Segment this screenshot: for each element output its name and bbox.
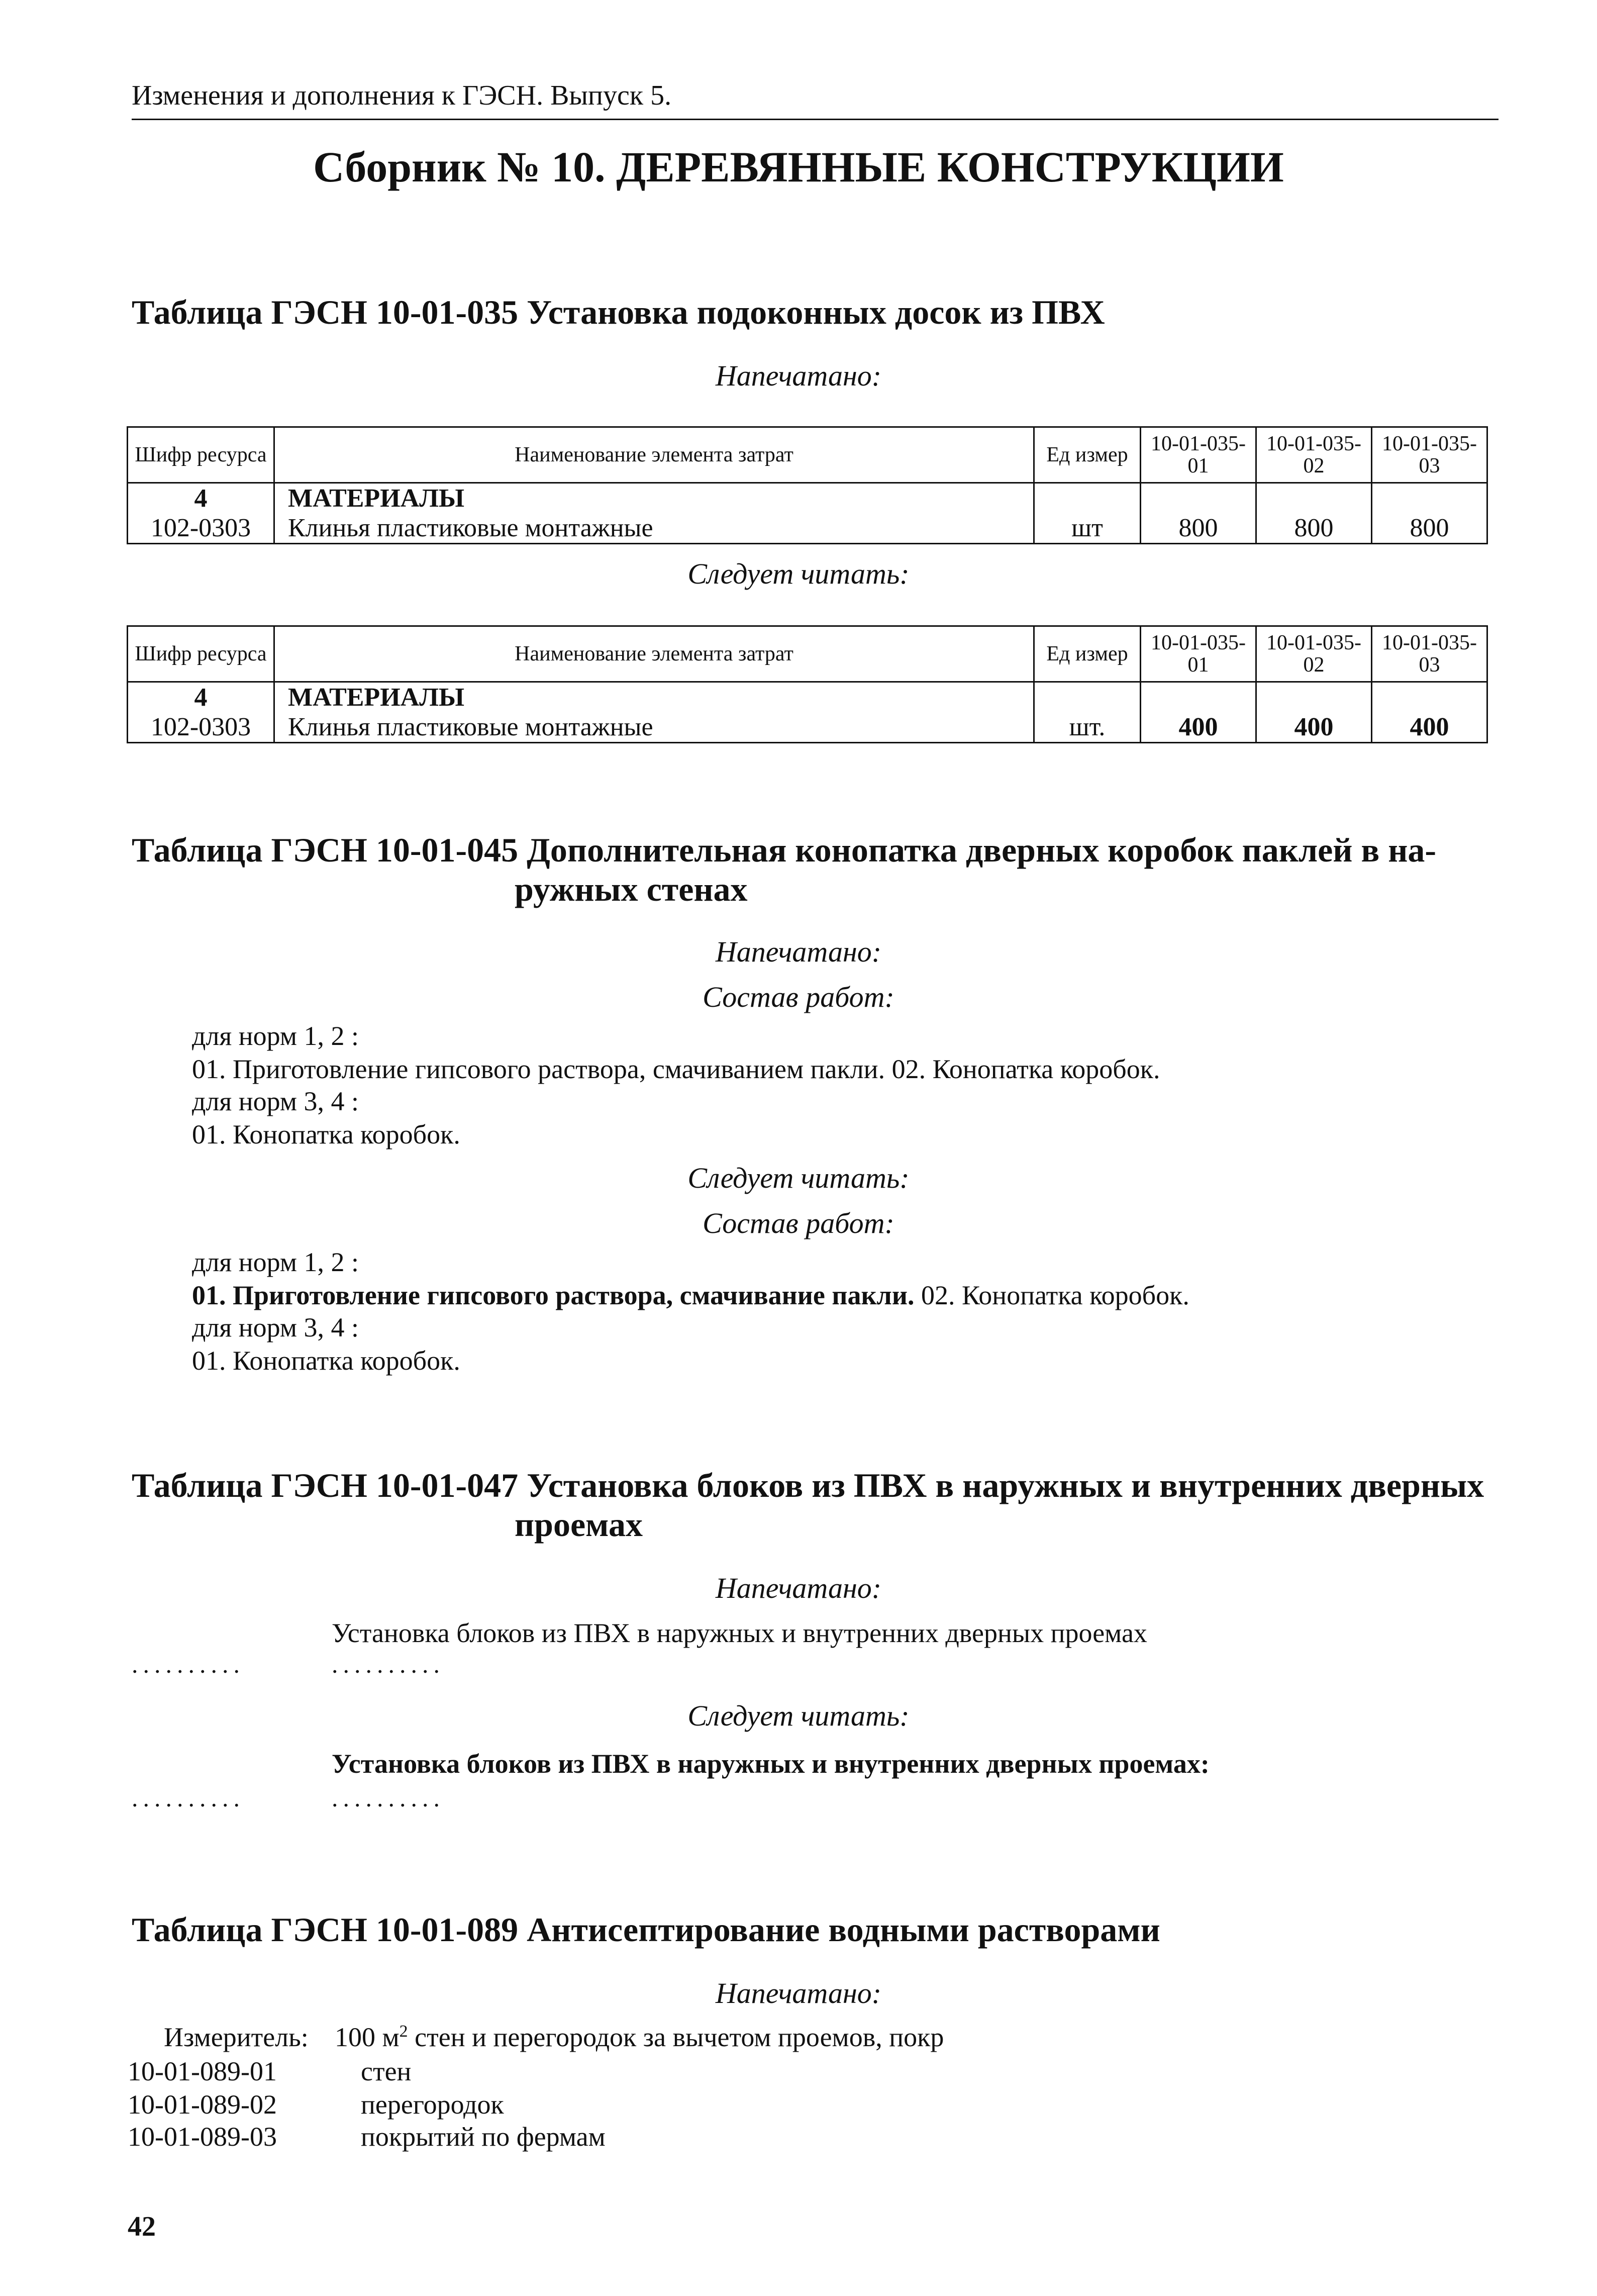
cell-value: 800 — [1141, 513, 1256, 544]
meter-label: Измеритель: — [164, 2022, 309, 2052]
printed-text: Установка блоков из ПВХ в наружных и внутренних дверных проемах — [332, 1618, 1147, 1648]
work-step: 01. Конопатка коробок. — [192, 1119, 460, 1150]
meter-value-b: стен и перегородок за вычетом проемов, покр — [408, 2022, 944, 2052]
table-header-row — [128, 626, 1487, 682]
col-norm-3-header: 10-01-035-03 — [1372, 427, 1487, 483]
cell-code: 4 — [128, 483, 274, 514]
table-row — [128, 483, 1487, 514]
work-step: 01. Приготовление гипсового раствора, смачиванием пакли. 02. Конопатка коробок. — [192, 1054, 1160, 1084]
norms-1-2-label: для норм 1, 2 : — [192, 1021, 359, 1051]
col-norm-2-header: 10-01-035-02 — [1256, 626, 1372, 682]
cell-value — [1256, 682, 1372, 713]
section-title-045-cont: ружных стенах — [515, 870, 748, 908]
should-read-label: Следует читать: — [687, 1162, 910, 1194]
cell-unit — [1034, 682, 1141, 713]
section-title-047: Таблица ГЭСН 10-01-047 Установка блоков из ПВХ в наружных и внутренних дверных — [132, 1466, 1484, 1504]
cell-value: 400 — [1141, 712, 1256, 743]
cell-unit: шт. — [1034, 712, 1141, 743]
cell-value — [1372, 483, 1487, 514]
col-norm-1-header: 10-01-035-01 — [1141, 427, 1256, 483]
printed-label: Напечатано: — [715, 359, 882, 392]
norm-text: стен — [361, 2056, 412, 2086]
cell-code: 4 — [128, 682, 274, 713]
table-row — [128, 513, 1487, 544]
norm-code: 10-01-089-03 — [128, 2122, 277, 2152]
col-norm-1-header: 10-01-035-01 — [1141, 626, 1256, 682]
ellipsis-dots: .......... — [132, 1650, 245, 1678]
table-row — [128, 712, 1487, 743]
cell-value — [1372, 682, 1487, 713]
composition-label: Состав работ: — [703, 981, 894, 1013]
section-title-045: Таблица ГЭСН 10-01-045 Дополнительная конопатка дверных коробок паклей в на- — [132, 831, 1437, 869]
norms-3-4-label: для норм 3, 4 : — [192, 1086, 359, 1116]
cell-name: Клинья пластиковые монтажные — [274, 513, 1034, 544]
cell-name: МАТЕРИАЛЫ — [274, 682, 1034, 713]
section-title-089: Таблица ГЭСН 10-01-089 Антисептирование водными растворами — [132, 1910, 1160, 1949]
cell-value — [1141, 682, 1256, 713]
composition-label: Состав работ: — [703, 1207, 894, 1239]
norm-code: 10-01-089-02 — [128, 2089, 277, 2120]
corrected-text: Установка блоков из ПВХ в наружных и внутренних дверных проемах: — [332, 1749, 1210, 1779]
printed-label: Напечатано: — [715, 935, 882, 968]
header-rule — [132, 119, 1499, 120]
should-read-label: Следует читать: — [687, 1699, 910, 1732]
ellipsis-dots: .......... — [132, 1784, 245, 1812]
norms-3-4-label: для норм 3, 4 : — [192, 1312, 359, 1343]
col-unit-header: Ед измер — [1034, 626, 1141, 682]
cell-value: 400 — [1256, 712, 1372, 743]
collection-title: Сборник № 10. ДЕРЕВЯННЫЕ КОНСТРУКЦИИ — [313, 143, 1284, 191]
page-number: 42 — [128, 2211, 156, 2242]
cell-code: 102-0303 — [128, 513, 274, 544]
col-norm-3-header: 10-01-035-03 — [1372, 626, 1487, 682]
col-code-header: Шифр ресурса — [128, 427, 274, 483]
corrected-table-035 — [127, 625, 1488, 743]
printed-label: Напечатано: — [715, 1977, 882, 2010]
printed-table-035 — [127, 426, 1488, 544]
ellipsis-dots: .......... — [332, 1650, 445, 1678]
running-header: Изменения и дополнения к ГЭСН. Выпуск 5. — [132, 80, 672, 111]
norms-1-2-label: для норм 1, 2 : — [192, 1247, 359, 1277]
ellipsis-dots: .......... — [332, 1784, 445, 1812]
norm-code: 10-01-089-01 — [128, 2056, 277, 2086]
col-name-header: Наименование элемента затрат — [274, 427, 1034, 483]
norm-text: покрытий по фермам — [361, 2122, 606, 2152]
col-norm-2-header: 10-01-035-02 — [1256, 427, 1372, 483]
cell-value: 800 — [1256, 513, 1372, 544]
section-title-047-cont: проемах — [515, 1505, 643, 1544]
cell-unit: шт — [1034, 513, 1141, 544]
work-step: 01. Конопатка коробок. — [192, 1346, 460, 1376]
printed-label: Напечатано: — [715, 1572, 882, 1604]
meter-value — [335, 2022, 944, 2053]
meter-superscript: 2 — [399, 2022, 408, 2041]
col-code-header: Шифр ресурса — [128, 626, 274, 682]
work-step — [192, 1280, 1189, 1311]
col-name-header: Наименование элемента затрат — [274, 626, 1034, 682]
table-header-row — [128, 427, 1487, 483]
cell-name: МАТЕРИАЛЫ — [274, 483, 1034, 514]
section-title-035: Таблица ГЭСН 10-01-035 Установка подоконных досок из ПВХ — [132, 293, 1105, 331]
cell-name: Клинья пластиковые монтажные — [274, 712, 1034, 743]
should-read-label: Следует читать: — [687, 557, 910, 590]
cell-value: 800 — [1372, 513, 1487, 544]
work-step-rest: 02. Конопатка коробок. — [921, 1280, 1189, 1310]
work-step-corrected-part: 01. Приготовление гипсового раствора, смачивание пакли. — [192, 1280, 915, 1310]
col-unit-header: Ед измер — [1034, 427, 1141, 483]
cell-code: 102-0303 — [128, 712, 274, 743]
table-row — [128, 682, 1487, 713]
cell-value — [1256, 483, 1372, 514]
cell-value — [1141, 483, 1256, 514]
cell-value: 400 — [1372, 712, 1487, 743]
norm-text: перегородок — [361, 2089, 504, 2120]
cell-unit — [1034, 483, 1141, 514]
meter-value-a: 100 м — [335, 2022, 400, 2052]
